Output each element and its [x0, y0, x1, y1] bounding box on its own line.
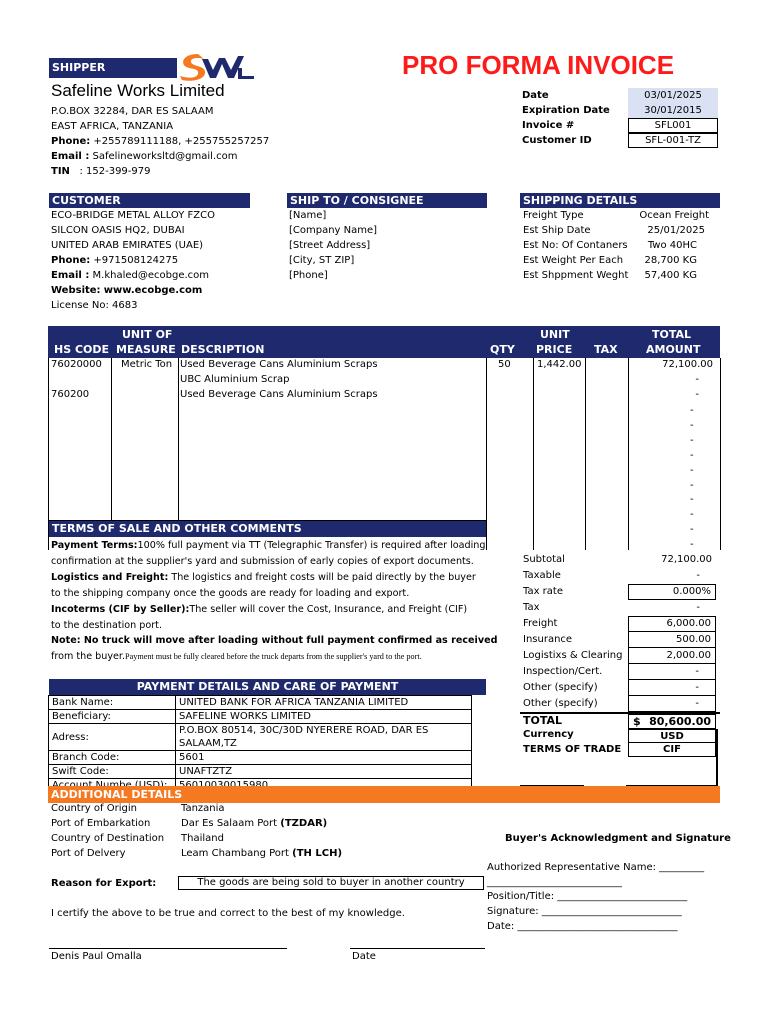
freight-row: Freight 6,000.00 — [520, 616, 720, 632]
shipper-email: Email : Safelineworksltd@gmail.com — [51, 151, 238, 162]
currency-label: Currency — [523, 729, 574, 740]
reason-label: Reason for Export: — [51, 878, 157, 889]
item-qty: 50 — [498, 359, 511, 370]
company-name: Safeline Works Limited — [51, 81, 225, 100]
item-unit: Metric Ton — [121, 359, 173, 370]
customer-heading: CUSTOMER — [49, 193, 250, 208]
col-qty: QTY — [490, 343, 515, 356]
col-total-2: AMOUNT — [646, 343, 701, 356]
ship-to-line: [Street Address] — [289, 240, 371, 251]
shipper-phone: Phone: +255789111188, +255755257257 — [51, 136, 270, 147]
payment-table — [48, 695, 472, 793]
bank-row: Beneficiary: SAFELINE WORKS LIMITED — [49, 710, 472, 724]
item-desc: UBC Aluminium Scrap — [180, 374, 290, 385]
total-label: TOTAL — [523, 714, 563, 727]
tax-rate-row: Tax rate 0.000% — [520, 584, 720, 600]
inspection-row: Inspection/Cert. - — [520, 664, 720, 680]
item-amount: 72,100.00 — [662, 359, 713, 370]
shipping-heading: SHIPPING DETAILS — [520, 193, 720, 208]
customer-email: Email : M.khaled@ecobge.com — [51, 270, 210, 281]
item-hs: 760200 — [51, 389, 90, 400]
logistics-terms-cont: to the shipping company once the goods are ready for loading and export. — [51, 587, 410, 599]
empty-amount-dashes: - - - - - - - - - - — [690, 405, 694, 551]
items-header — [48, 326, 720, 358]
shipper-tin: TIN : 152-399-979 — [51, 166, 151, 177]
logistics-terms: Logistics and Freight: The logistics and freight costs will be paid directly by the buyer — [51, 571, 476, 583]
reason-value: The goods are being sold to buyer in another country — [178, 876, 484, 890]
signer-name: Denis Paul Omalla — [51, 951, 142, 962]
certify-text: I certify the above to be true and correct to the best of my knowledge. — [51, 908, 405, 919]
note: Note: No truck will move after loading without full payment confirmed as received — [51, 635, 498, 647]
customer-line: ECO-BRIDGE METAL ALLOY FZCO — [51, 210, 215, 221]
total-value: 80,600.00 — [649, 715, 711, 728]
signer-date-label: Date — [352, 951, 376, 962]
col-price-2: PRICE — [536, 343, 573, 356]
shipper-label: SHIPPER — [49, 58, 177, 78]
payment-terms: Payment Terms:100% full payment via TT (Telegraphic Transfer) is required after loading — [51, 540, 486, 551]
ship-to-line: [Company Name] — [289, 225, 378, 236]
currency-value: USD — [628, 729, 716, 743]
subtotal-row: Subtotal 72,100.00 — [523, 554, 712, 565]
bank-row: Swift Code: UNAFTZTZ — [49, 765, 472, 779]
insurance-row: Insurance 500.00 — [520, 632, 720, 648]
additional-row: Country of Origin Tanzania — [51, 803, 225, 814]
customer-license: License No: 4683 — [51, 300, 138, 311]
total-value-box — [628, 714, 716, 729]
shipping-row: Freight Type Ocean Freight — [523, 210, 709, 221]
terms-of-trade-value: CIF — [628, 743, 716, 757]
payment-heading: PAYMENT DETAILS AND CARE OF PAYMENT — [49, 679, 486, 695]
additional-heading: ADDITIONAL DETAILS — [48, 786, 720, 803]
incoterms-cont: to the destination port. — [51, 619, 162, 631]
customer-id-value: SFL-001-TZ — [628, 133, 718, 148]
customer-id-label: Customer ID — [522, 135, 592, 146]
item-price: 1,442.00 — [537, 359, 582, 370]
item-desc: Used Beverage Cans Aluminium Scraps — [180, 389, 378, 400]
additional-row: Port of Delvery Leam Chambang Port (TH LCH) — [51, 848, 343, 859]
col-tax: TAX — [594, 343, 618, 356]
item-row — [51, 374, 717, 389]
signer-line — [49, 948, 287, 949]
shipping-row: Est Ship Date 25/01/2025 — [523, 225, 705, 236]
expiration-value: 30/01/2015 — [628, 103, 718, 118]
invoice-number-value: SFL001 — [628, 118, 718, 133]
date-line — [350, 948, 485, 949]
customer-phone: Phone: +971508124275 — [51, 255, 179, 266]
invoice-number-label: Invoice # — [522, 120, 575, 131]
logistics-row: Logistixs & Clearing 2,000.00 — [520, 648, 720, 664]
col-unit-2: MEASURE — [116, 343, 176, 356]
terms-text — [51, 538, 497, 665]
tax-row: Tax - — [523, 602, 700, 613]
other-row-2: Other (specify) - — [520, 696, 720, 712]
note-cont: from the buyer.Payment must be fully cleared before the truck departs from the supplier's yard to the port. — [51, 651, 422, 663]
item-hs: 76020000 — [51, 359, 102, 370]
incoterms: Incoterms (CIF by Seller):The seller will cover the Cost, Insurance, and Freight (CIF) — [51, 603, 468, 615]
ship-to-line: [City, ST ZIP] — [289, 255, 355, 266]
ack-heading: Buyer's Acknowledgment and Signature — [505, 833, 731, 844]
item-amount: - — [695, 389, 699, 400]
ack-date: Date: ________________________________ — [487, 921, 678, 932]
shipping-row: Est No: Of Contaners Two 40HC — [523, 240, 697, 251]
col-price-1: UNIT — [540, 328, 570, 341]
ship-to-line: [Name] — [289, 210, 327, 221]
col-hs-code: HS CODE — [54, 343, 110, 356]
bank-row: Adress: P.O.BOX 80514, 30C/30D NYERERE ROAD, DAR ES SALAAM,TZ — [49, 724, 472, 751]
ship-to-heading: SHIP TO / CONSIGNEE — [287, 193, 487, 208]
customer-website: Website: www.ecobge.com — [51, 285, 203, 296]
date-label: Date — [522, 90, 549, 101]
customer-line: UNITED ARAB EMIRATES (UAE) — [51, 240, 204, 251]
bank-row: Bank Name: UNITED BANK FOR AFRICA TANZANIA LIMITED — [49, 696, 472, 710]
col-unit-1: UNIT OF — [122, 328, 173, 341]
address-line: P.O.BOX 32284, DAR ES SALAAM — [51, 106, 214, 117]
shipping-row: Est Shppment Weght 57,400 KG — [523, 270, 697, 281]
ack-rep-name: Authorized Representative Name: _________ — [487, 862, 705, 873]
shipping-row: Est Weight Per Each 28,700 KG — [523, 255, 697, 266]
col-total-1: TOTAL — [652, 328, 692, 341]
customer-block — [51, 208, 215, 313]
terms-of-trade-label: TERMS OF TRADE — [523, 744, 622, 755]
company-logo — [178, 50, 256, 82]
terms-heading: TERMS OF SALE AND OTHER COMMENTS — [49, 521, 486, 537]
currency-symbol: $ — [633, 715, 641, 728]
address-line: EAST AFRICA, TANZANIA — [51, 121, 174, 132]
item-amount: - — [695, 374, 699, 385]
payment-terms-cont: confirmation at the supplier's yard and submission of early copies of export documents. — [51, 555, 474, 567]
ack-position: Position/Title: __________________________ — [487, 891, 688, 902]
item-row — [51, 359, 717, 374]
additional-row: Port of Embarkation Dar Es Salaam Port (TZDAR) — [51, 818, 328, 829]
total-row — [520, 712, 720, 730]
invoice-title: PRO FORMA INVOICE — [402, 50, 675, 80]
ack-signature: Signature: ____________________________ — [487, 906, 682, 917]
bank-row: Branch Code: 5601 — [49, 751, 472, 765]
shipper-address — [51, 104, 269, 179]
additional-row: Country of Destination Thailand — [51, 833, 224, 844]
ship-to-line: [Phone] — [289, 270, 328, 281]
ship-to-block — [289, 208, 377, 283]
customer-line: SILCON OASIS HQ2, DUBAI — [51, 225, 185, 236]
item-desc: Used Beverage Cans Aluminium Scraps — [180, 359, 378, 370]
shipping-block — [523, 208, 719, 283]
col-description: DESCRIPTION — [181, 343, 265, 356]
other-row-1: Other (specify) - — [520, 680, 720, 696]
item-row — [51, 389, 717, 404]
taxable-row: Taxable - — [523, 570, 700, 581]
date-value: 03/01/2025 — [628, 88, 718, 103]
expiration-label: Expiration Date — [522, 105, 610, 116]
additional-block — [51, 801, 343, 861]
ack-rep-line2: ___________________________ — [487, 877, 622, 888]
